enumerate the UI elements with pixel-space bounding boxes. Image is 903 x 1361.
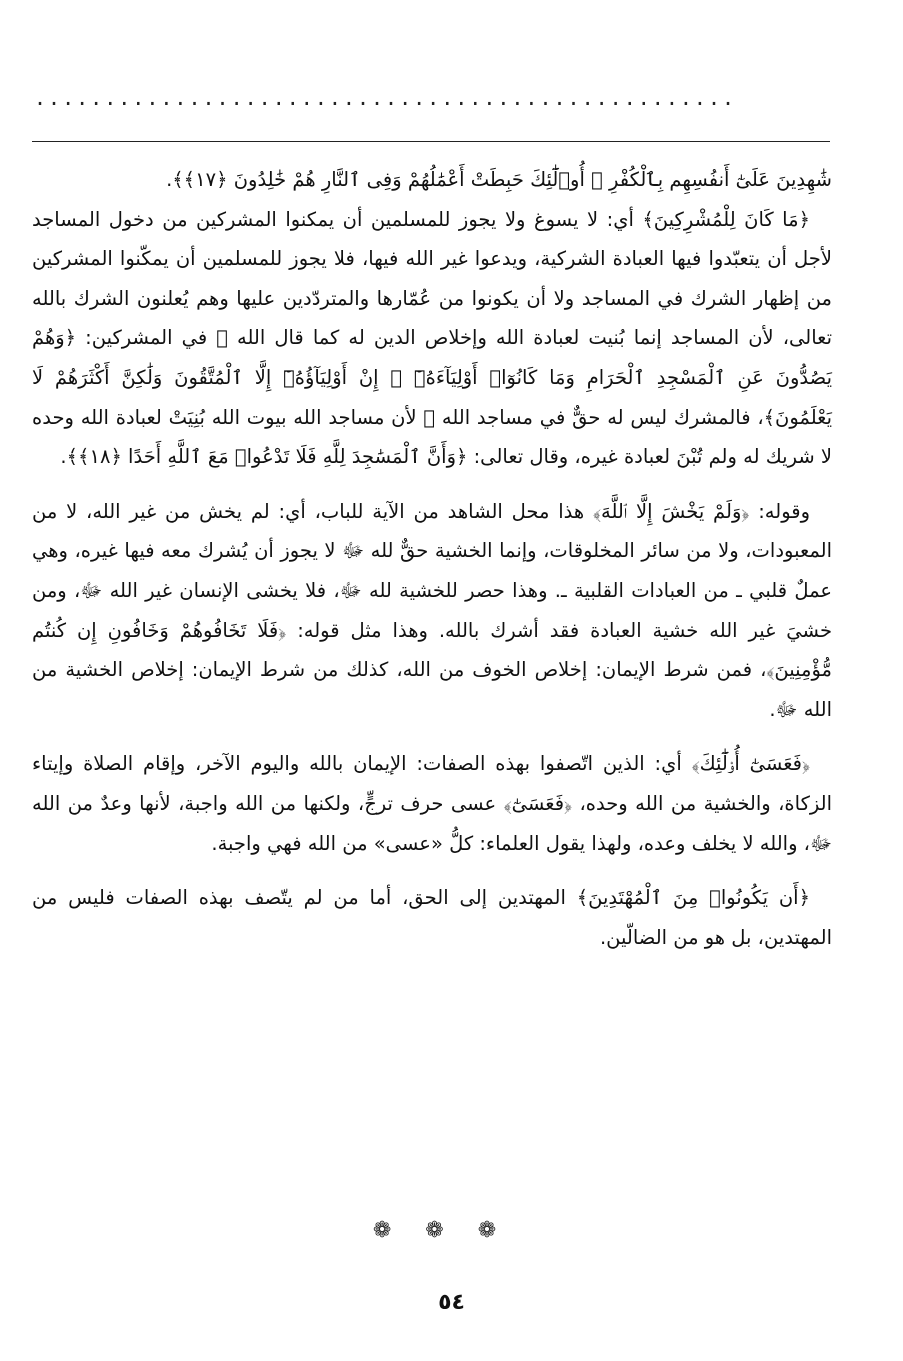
page-number: ٥٤ — [438, 1290, 465, 1315]
paragraph-wa-lam-yakhsha: وقوله: ﴿وَلَمْ يَخْشَ إِلَّا ٱللَّهَ﴾ هذا محل الشاهد من الآية للباب، أي: لم يخش من غير الله، لا من المعبودات، ولا من سائر المخلوقات، وإنما الخشية حقٌّ لله ﷻ لا يجوز أن يُشرك معه فيها غيره، وهي عملٌ قلبي ـ من العبادات القلبية ـ. وهذا حصر للخشية لله ﷻ، فلا يخشى الإنسان غير الله ﷻ، ومن خشيَ غير الله خشية العبادة فقد أشرك بالله. وهذا مثل قوله: ﴿فَلَا تَخَافُوهُمْ وَخَافُونِ إِن كُنتُم مُّؤْمِنِينَ﴾، فمن شرط الإيمان: إخلاص الخوف من الله، كذلك من شرط الإيمان: إخلاص الخشية من الله ﷻ. — [32, 499, 832, 721]
paragraph-muhtadin: ﴿أَن يَكُونُوا۟ مِنَ ٱلْمُهْتَدِينَ﴾ المهتدين إلى الحق، أما من لم يتّصف بهذه الصفات فليس من المهتدين، بل هو من الضالّين. — [32, 886, 832, 949]
paragraph-fa-asa: ﴿فَعَسَىٰٓ أُو۟لَٰٓئِكَ﴾ أي: الذين اتّصفوا بهذه الصفات: الإيمان بالله واليوم الآخر، وإقام الصلاة وإيتاء الزكاة، والخشية من الله وحده، ﴿فَعَسَىٰٓ﴾ عسى حرف ترجٍّ، ولكنها من الله واجبة، لأنها وعدٌ من الله ﷻ، والله لا يخلف وعده، ولهذا يقول العلماء: كلُّ «عسى» من الله فهي واجبة. — [32, 752, 832, 855]
body-text — [32, 160, 832, 957]
horizontal-rule — [32, 141, 830, 142]
dotted-separator: .................................................. — [34, 86, 737, 106]
paragraph-verse-continuation: شَٰهِدِينَ عَلَىٰٓ أَنفُسِهِم بِٱلْكُفْرِ ۚ أُو۟لَٰٓئِكَ حَبِطَتْ أَعْمَٰلُهُمْ وَفِى ٱلنَّارِ هُمْ خَٰلِدُونَ ﴿١٧﴾﴾. — [166, 168, 832, 191]
ornament-divider: ❁❁❁ — [372, 1218, 531, 1243]
paragraph-ma-kana: ﴿مَا كَانَ لِلْمُشْرِكِينَ﴾ أي: لا يسوغ ولا يجوز للمسلمين أن يمكنوا المشركين من دخول المساجد لأجل أن يتعبّدوا فيها العبادة الشركية، ويدعوا غير الله فيها، فلا يجوز للمسلمين أن يمكّنوا المشركين من إظهار الشرك في المساجد ولا أن يكونوا من عُمّارها والمتردّدين عليها وهم يُعلنون الشرك بالله تعالى، لأن المساجد إنما بُنيت لعبادة الله وإخلاص الدين له كما قال الله ﷻ في المشركين: ﴿وَهُمْ يَصُدُّونَ عَنِ ٱلْمَسْجِدِ ٱلْحَرَامِ وَمَا كَانُوٓا۟ أَوْلِيَآءَهُۥٓ ۚ إِنْ أَوْلِيَآؤُهُۥٓ إِلَّا ٱلْمُتَّقُونَ وَلَٰكِنَّ أَكْثَرَهُمْ لَا يَعْلَمُونَ﴾، فالمشرك ليس له حقٌّ في مساجد الله ﷻ لأن مساجد الله بيوت الله بُنِيَتْ لعبادة الله وحده لا شريك له ولم تُبْنَ لعبادة غيره، وقال تعالى: ﴿وَأَنَّ ٱلْمَسَٰجِدَ لِلَّهِ فَلَا تَدْعُوا۟ مَعَ ٱللَّهِ أَحَدًا ﴿١٨﴾﴾. — [32, 207, 832, 469]
